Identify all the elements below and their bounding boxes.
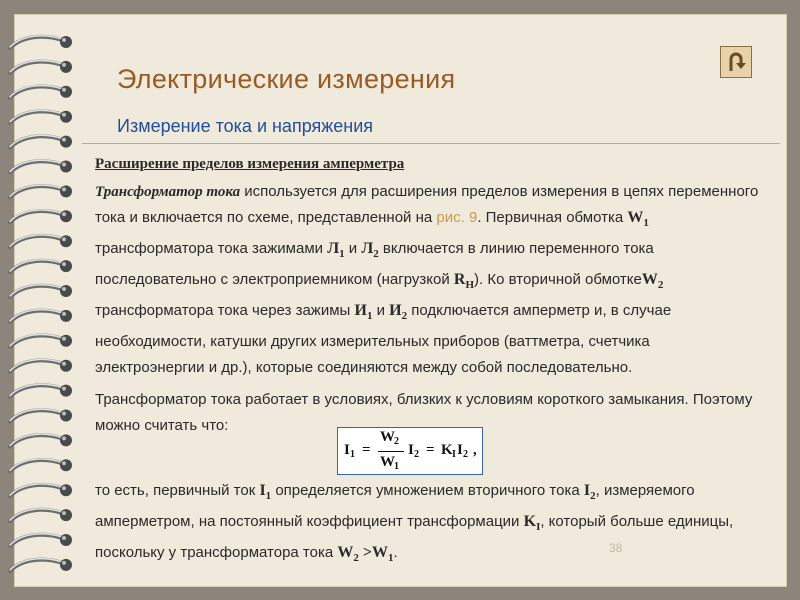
ring bbox=[10, 509, 72, 521]
ring bbox=[10, 110, 72, 122]
formula-sub: 2 bbox=[394, 436, 399, 447]
subscript: 2 bbox=[373, 248, 379, 260]
subscript: 2 bbox=[657, 279, 664, 291]
content-body bbox=[95, 151, 763, 439]
ring bbox=[10, 36, 72, 48]
ring bbox=[10, 86, 72, 98]
text: определяется умножением вторичного тока bbox=[271, 482, 584, 499]
symbol-w1: W bbox=[372, 544, 388, 561]
text: и bbox=[372, 302, 390, 319]
ring bbox=[10, 185, 72, 197]
divider bbox=[82, 143, 780, 144]
subscript: I bbox=[536, 521, 541, 533]
text: подключается амперметр и, в случае необходимости, катушки других измерительных приборов (ваттметра, счетчика электроэнергии и др.), которые соединяются между собой последовательно. bbox=[95, 302, 672, 376]
formula-sub: 2 bbox=[463, 449, 468, 460]
subscript: 2 bbox=[590, 490, 596, 502]
text: то есть, первичный ток bbox=[95, 482, 260, 499]
formula-mid: I bbox=[408, 442, 414, 458]
text: . Первичная обмотка bbox=[477, 209, 628, 226]
fraction-bar bbox=[378, 451, 404, 452]
section-heading: Расширение пределов измерения амперметра bbox=[95, 156, 405, 172]
formula-comma: , bbox=[473, 442, 477, 458]
symbol-i2: И bbox=[389, 302, 402, 319]
symbol-k: K bbox=[523, 513, 537, 530]
formula-sub: 1 bbox=[394, 461, 399, 472]
ring bbox=[10, 260, 72, 272]
formula-sub: 1 bbox=[350, 449, 355, 460]
subscript: 1 bbox=[265, 490, 272, 502]
text: трансформатора тока зажимами bbox=[95, 240, 328, 257]
formula-sub: 2 bbox=[414, 449, 419, 460]
paragraph-conclusion bbox=[95, 478, 763, 571]
spiral-rings bbox=[0, 0, 80, 600]
symbol-l2: Л bbox=[361, 240, 374, 257]
ring bbox=[10, 384, 72, 396]
slide-title: Электрические измерения bbox=[117, 64, 456, 94]
formula-rhs: I bbox=[457, 442, 463, 458]
ring bbox=[10, 459, 72, 471]
formula-eq: = bbox=[426, 442, 435, 458]
symbol-i1: I bbox=[259, 482, 266, 499]
subscript: Н bbox=[465, 279, 475, 291]
formula bbox=[337, 427, 483, 475]
symbol-w2: W bbox=[641, 271, 658, 288]
text: ). Ко вторичной обмотке bbox=[474, 271, 642, 288]
formula-lhs: I bbox=[344, 442, 350, 458]
ring bbox=[10, 409, 72, 421]
text: включается в линию переменного тока последовательно с электроприемником (нагрузкой bbox=[95, 240, 654, 288]
slide-number: 38 bbox=[609, 541, 623, 555]
formula-sub: I bbox=[452, 449, 456, 460]
ring bbox=[10, 335, 72, 347]
ring bbox=[10, 359, 72, 371]
return-button[interactable] bbox=[720, 46, 752, 78]
term: Трансформатор тока bbox=[95, 184, 241, 200]
ring bbox=[10, 210, 72, 222]
ring bbox=[10, 135, 72, 147]
symbol-l1: Л bbox=[327, 240, 340, 257]
symbol-w2: W bbox=[337, 544, 354, 561]
subscript: 1 bbox=[388, 552, 394, 564]
ring bbox=[10, 434, 72, 446]
subscript: 1 bbox=[339, 248, 345, 260]
ring bbox=[10, 235, 72, 247]
paragraph-short-circuit: Трансформатор тока работает в условиях, близких к условиям короткого замыкания. Поэтому можно считать что: bbox=[95, 391, 753, 434]
text: , измеряемого амперметром, на постоянный коэффициент трансформации bbox=[95, 482, 695, 530]
ring bbox=[10, 61, 72, 73]
formula-den: W bbox=[380, 454, 395, 470]
text: используется для расширения пределов измерения в цепях переменного тока и включается по схеме, представленной на bbox=[95, 183, 759, 226]
subscript: 1 bbox=[366, 310, 373, 322]
subscript: 1 bbox=[643, 217, 649, 229]
symbol-i1: И bbox=[354, 302, 367, 319]
subscript: 2 bbox=[401, 310, 408, 322]
formula-eq: = bbox=[362, 442, 371, 458]
text: , который больше единицы, поскольку у трансформатора тока bbox=[95, 513, 734, 561]
text: трансформатора тока через зажимы bbox=[95, 302, 355, 319]
u-turn-arrow-icon bbox=[721, 47, 751, 77]
greater-than: > bbox=[358, 544, 372, 561]
text: и bbox=[344, 240, 362, 257]
slide-subtitle: Измерение тока и напряжения bbox=[117, 116, 374, 136]
ring bbox=[10, 534, 72, 546]
text: . bbox=[393, 544, 398, 561]
symbol-w1: W bbox=[627, 209, 644, 226]
symbol-i2: I bbox=[583, 482, 591, 499]
figure-link[interactable]: рис. 9 bbox=[436, 209, 478, 226]
formula-k: K bbox=[441, 442, 453, 458]
paragraph-transformer bbox=[95, 179, 763, 381]
ring bbox=[10, 484, 72, 496]
symbol-rh: R bbox=[453, 271, 466, 288]
ring bbox=[10, 160, 72, 172]
ring bbox=[10, 559, 72, 571]
ring bbox=[10, 310, 72, 322]
subscript: 2 bbox=[353, 552, 359, 564]
formula-num: W bbox=[380, 429, 395, 445]
ring bbox=[10, 285, 72, 297]
